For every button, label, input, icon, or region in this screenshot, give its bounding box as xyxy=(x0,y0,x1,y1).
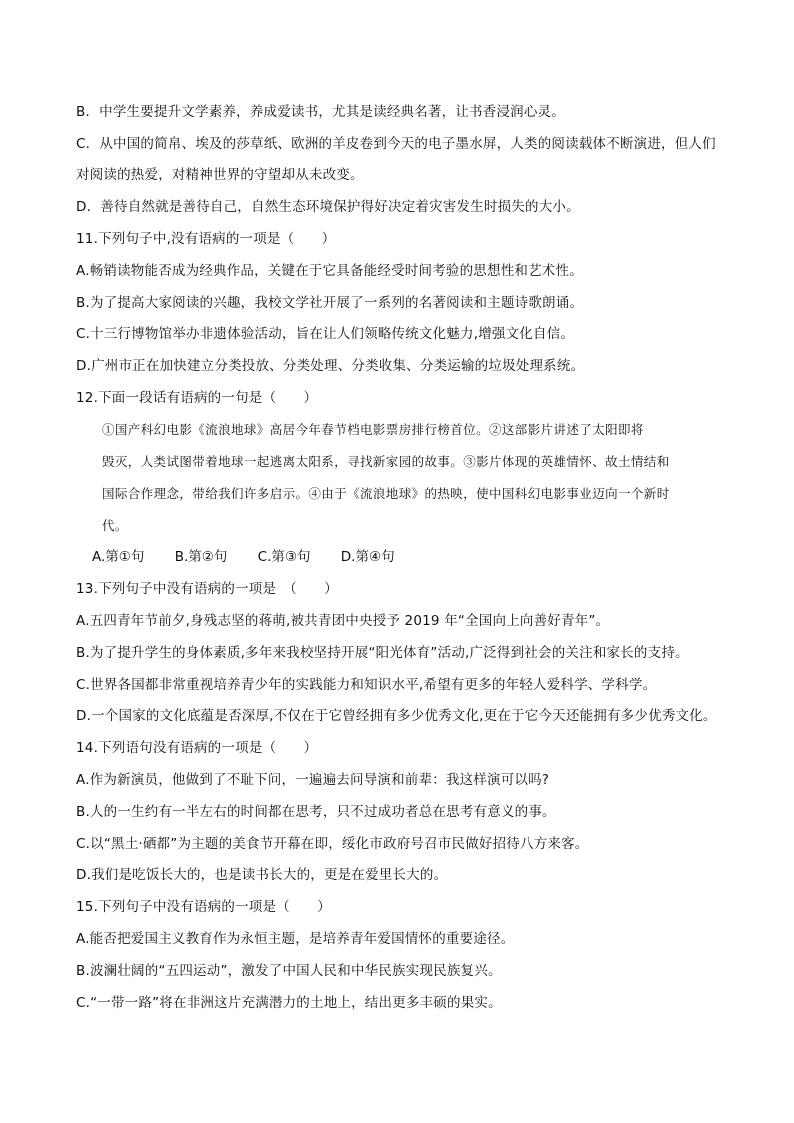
q11-option-b: B.为了提高大家阅读的兴趣，我校文学社开展了一系列的名著阅读和主题诗歌朗诵。 xyxy=(76,295,584,311)
q12-passage-line4: 代。 xyxy=(102,518,128,533)
q15-option-b: B.波澜壮阔的“五四运动”，激发了中国人民和中华民族实现民族复兴。 xyxy=(76,963,502,979)
q11-option-a: A.畅销读物能否成为经典作品，关键在于它具备能经受时间考验的思想性和艺术性。 xyxy=(76,263,583,279)
q12-passage-line2: 毁灭，人类试图带着地球一起逃离太阳系，寻找新家园的故事。③影片体现的英雄情怀、故土情结和 xyxy=(102,454,670,469)
top-option-c-line2: 对阅读的热爱，对精神世界的守望却从未改变。 xyxy=(76,167,364,183)
q12-stem: 12.下面一段话有语病的一句是（ ） xyxy=(76,390,318,406)
q13-stem: 13.下列句子中没有语病的一项是 （ ） xyxy=(76,581,338,597)
q12-choice-a: A.第①句 xyxy=(92,549,145,565)
q14-option-d: D.我们是吃饭长大的，也是读书长大的，更是在爱里长大的。 xyxy=(76,867,448,883)
q12-choice-d: D.第④句 xyxy=(340,549,395,565)
q11-option-c: C.十三行博物馆举办非遗体验活动，旨在让人们领略传统文化魅力,增强文化自信。 xyxy=(76,326,575,342)
q15-option-a: A.能否把爱国主义教育作为永恒主题，是培养青年爱国情怀的重要途径。 xyxy=(76,931,515,947)
top-option-d: D．善待自然就是善待自己，自然生态环境保护得好决定着灾害发生时损失的大小。 xyxy=(76,199,580,215)
q13-option-c: C.世界各国都非常重视培养青少年的实践能力和知识水平,希望有更多的年轻人爱科学、学科学。 xyxy=(76,677,657,693)
top-option-b: B．中学生要提升文学素养，养成爱读书，尤其是读经典名著，让书香浸润心灵。 xyxy=(76,104,565,120)
q15-stem: 15.下列句子中没有语病的一项是（ ） xyxy=(76,899,331,915)
q13-option-a: A.五四青年节前夕,身残志坚的蒋萌,被共青团中央授予 2019 年“全国向上向善好青年”。 xyxy=(76,613,610,629)
q15-option-c: C.“一带一路”将在非洲这片充满潜力的土地上，结出更多丰硕的果实。 xyxy=(76,995,502,1011)
q12-choice-c: C.第③句 xyxy=(257,549,311,565)
q14-option-b: B.人的一生约有一半左右的时间都在思考，只不过成功者总在思考有意义的事。 xyxy=(76,804,556,820)
q11-stem: 11.下列句子中,没有语病的一项是（ ） xyxy=(76,231,336,247)
q14-option-c: C.以“黑土·硒都”为主题的美食节开幕在即，绥化市政府号召市民做好招待八方来客。 xyxy=(76,836,589,852)
q12-choices xyxy=(92,548,421,566)
q13-option-d: D.一个国家的文化底蕴是否深厚,不仅在于它曾经拥有多少优秀文化,更在于它今天还能拥有多少优秀文化。 xyxy=(76,708,717,724)
q14-stem: 14.下列语句没有语病的一项是（ ） xyxy=(76,740,318,756)
q13-option-b: B.为了提升学生的身体素质,多年来我校坚持开展“阳光体育”活动,广泛得到社会的关注和家长的支持。 xyxy=(76,645,689,661)
q12-passage-line1: ①国产科幻电影《流浪地球》高居今年春节档电影票房排行榜首位。②这部影片讲述了太阳即将 xyxy=(102,422,644,437)
q12-passage-line3: 国际合作理念，带给我们许多启示。④由于《流浪地球》的热映，使中国科幻电影事业迈向一个新时 xyxy=(102,486,670,501)
q14-option-a: A.作为新演员，他做到了不耻下问，一遍遍去问导演和前辈：我这样演可以吗? xyxy=(76,772,550,788)
q12-choice-b: B.第②句 xyxy=(174,549,228,565)
q11-option-d: D.广州市正在加快建立分类投放、分类处理、分类收集、分类运输的垃圾处理系统。 xyxy=(76,358,585,374)
top-option-c-line1: C．从中国的简帛、埃及的莎草纸、欧洲的羊皮卷到今天的电子墨水屏，人类的阅读载体不断演进，但人们 xyxy=(76,136,716,152)
